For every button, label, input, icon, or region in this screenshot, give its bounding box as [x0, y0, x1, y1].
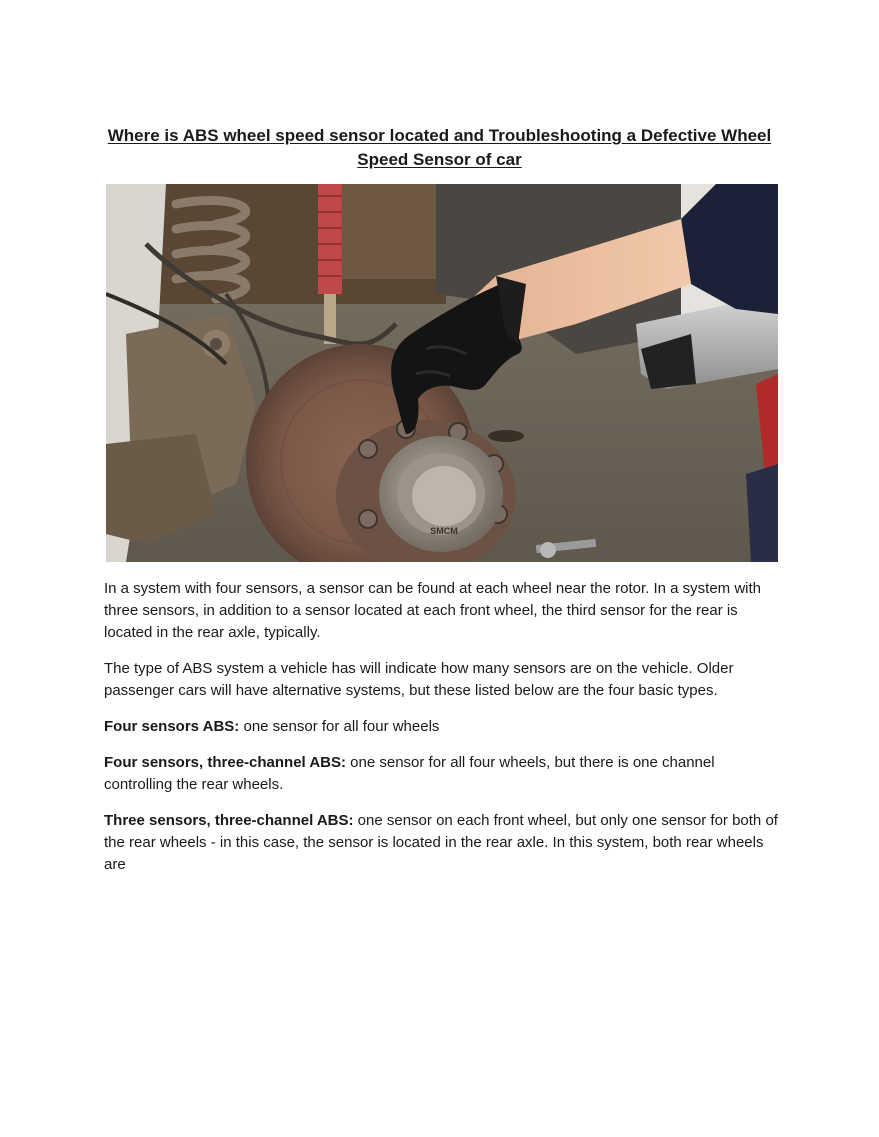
paragraph-sensor-locations: In a system with four sensors, a sensor can be found at each wheel near the rotor. In a system with three sensors, in addition to a sensor located at each front wheel, the third sensor for the rear is located in the rear axle, typically.: [104, 580, 762, 641]
document-title: Where is ABS wheel speed sensor located and Troubleshooting a Defective Wheel Speed Sensor of car: [107, 126, 772, 169]
hub-lettering: SMCM: [430, 526, 458, 536]
abs-type-description: one sensor on each front wheel, but only one sensor for both of the rear wheels - in this case, the sensor is located in the rear axle. In this system, both rear wheels are: [104, 812, 778, 873]
body-text: [104, 578, 780, 890]
abs-type-description: one sensor for all four wheels: [239, 718, 440, 735]
paragraph-abs-types-intro: The type of ABS system a vehicle has will indicate how many sensors are on the vehicle. Older passenger cars will have alternative systems, but these listed below are the four basic types.: [104, 660, 734, 699]
brake-rotor-photo: [106, 184, 778, 562]
abs-type-label: Four sensors ABS:: [104, 718, 240, 735]
abs-type-item: [104, 810, 780, 876]
abs-type-description: one sensor for all four wheels, but there is one channel controlling the rear wheels.: [104, 754, 715, 793]
abs-type-item: [104, 752, 780, 796]
abs-type-label: Three sensors, three-channel ABS:: [104, 812, 354, 829]
abs-type-item: [104, 716, 780, 738]
abs-type-label: Four sensors, three-channel ABS:: [104, 754, 346, 771]
